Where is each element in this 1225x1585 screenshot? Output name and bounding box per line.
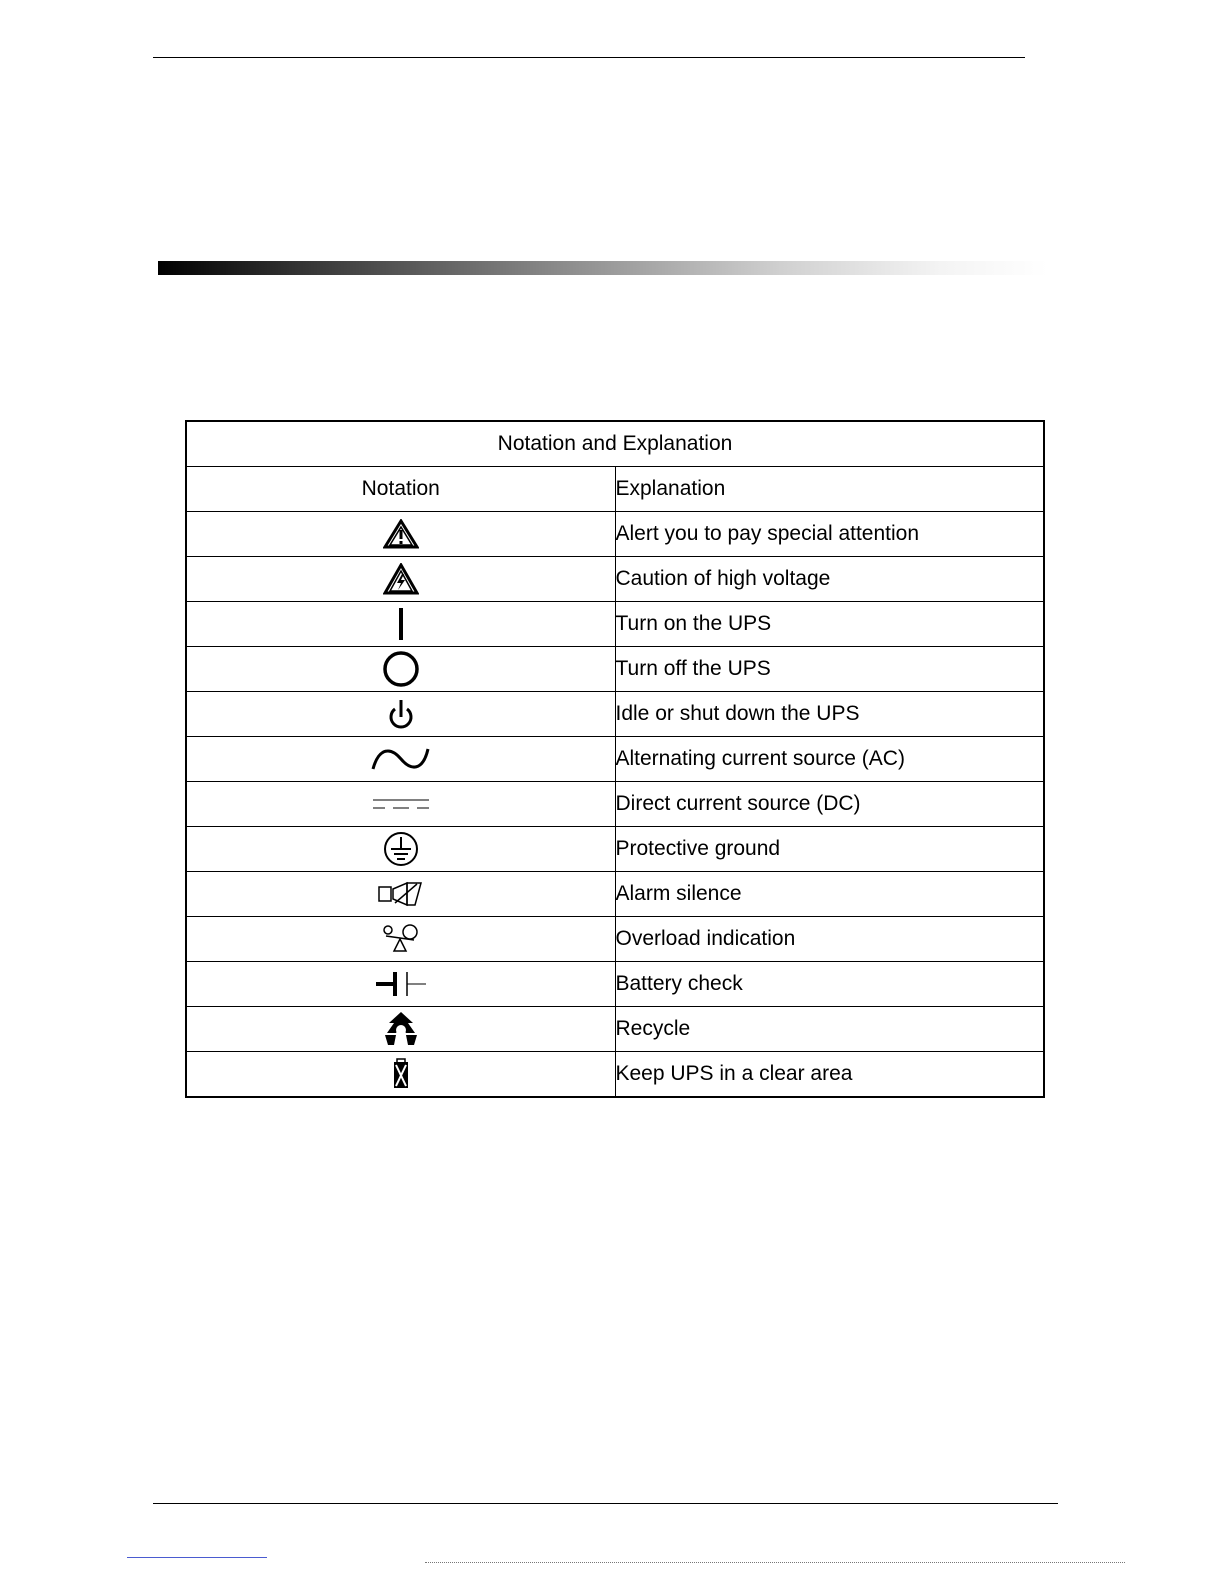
table-row (186, 1007, 1044, 1052)
row-explanation: Alarm silence (615, 872, 1044, 917)
table-row (186, 737, 1044, 782)
table-row (186, 1052, 1044, 1098)
header-rule (153, 57, 1025, 58)
battery-check-icon (374, 970, 428, 998)
alarm-silence-icon (377, 881, 425, 907)
row-explanation: Alert you to pay special attention (615, 512, 1044, 557)
table-row (186, 782, 1044, 827)
row-explanation: Turn on the UPS (615, 602, 1044, 647)
header-explanation: Explanation (615, 467, 1044, 512)
row-explanation: Protective ground (615, 827, 1044, 872)
power-off-circle-icon (382, 650, 420, 688)
overload-icon (381, 924, 421, 954)
row-explanation: Battery check (615, 962, 1044, 1007)
table-row (186, 647, 1044, 692)
power-on-line-icon (396, 607, 406, 641)
footer-dotted-line (425, 1562, 1125, 1564)
table-title-row (186, 421, 1044, 467)
notation-table (185, 420, 1045, 1098)
footer-link-underline (127, 1557, 267, 1558)
table-row (186, 512, 1044, 557)
table-header-row (186, 467, 1044, 512)
section-gradient-bar (158, 261, 1048, 275)
row-explanation: Caution of high voltage (615, 557, 1044, 602)
standby-power-icon (386, 697, 416, 731)
table-row (186, 962, 1044, 1007)
footer-rule (153, 1503, 1058, 1504)
table-row (186, 827, 1044, 872)
protective-ground-icon (382, 830, 420, 868)
recycle-icon (382, 1011, 420, 1047)
row-explanation: Alternating current source (AC) (615, 737, 1044, 782)
table-row (186, 917, 1044, 962)
header-notation: Notation (186, 467, 615, 512)
ac-sine-wave-icon (371, 745, 431, 773)
high-voltage-icon (383, 563, 419, 595)
row-explanation: Direct current source (DC) (615, 782, 1044, 827)
table-row (186, 692, 1044, 737)
row-explanation: Recycle (615, 1007, 1044, 1052)
row-explanation: Turn off the UPS (615, 647, 1044, 692)
row-explanation: Keep UPS in a clear area (615, 1052, 1044, 1098)
table-title: Notation and Explanation (186, 421, 1044, 467)
warning-triangle-icon (383, 519, 419, 549)
row-explanation: Overload indication (615, 917, 1044, 962)
dc-dashes-icon (371, 797, 431, 811)
clear-area-icon (391, 1058, 411, 1090)
table-row (186, 872, 1044, 917)
table-row (186, 557, 1044, 602)
row-explanation: Idle or shut down the UPS (615, 692, 1044, 737)
table-row (186, 602, 1044, 647)
